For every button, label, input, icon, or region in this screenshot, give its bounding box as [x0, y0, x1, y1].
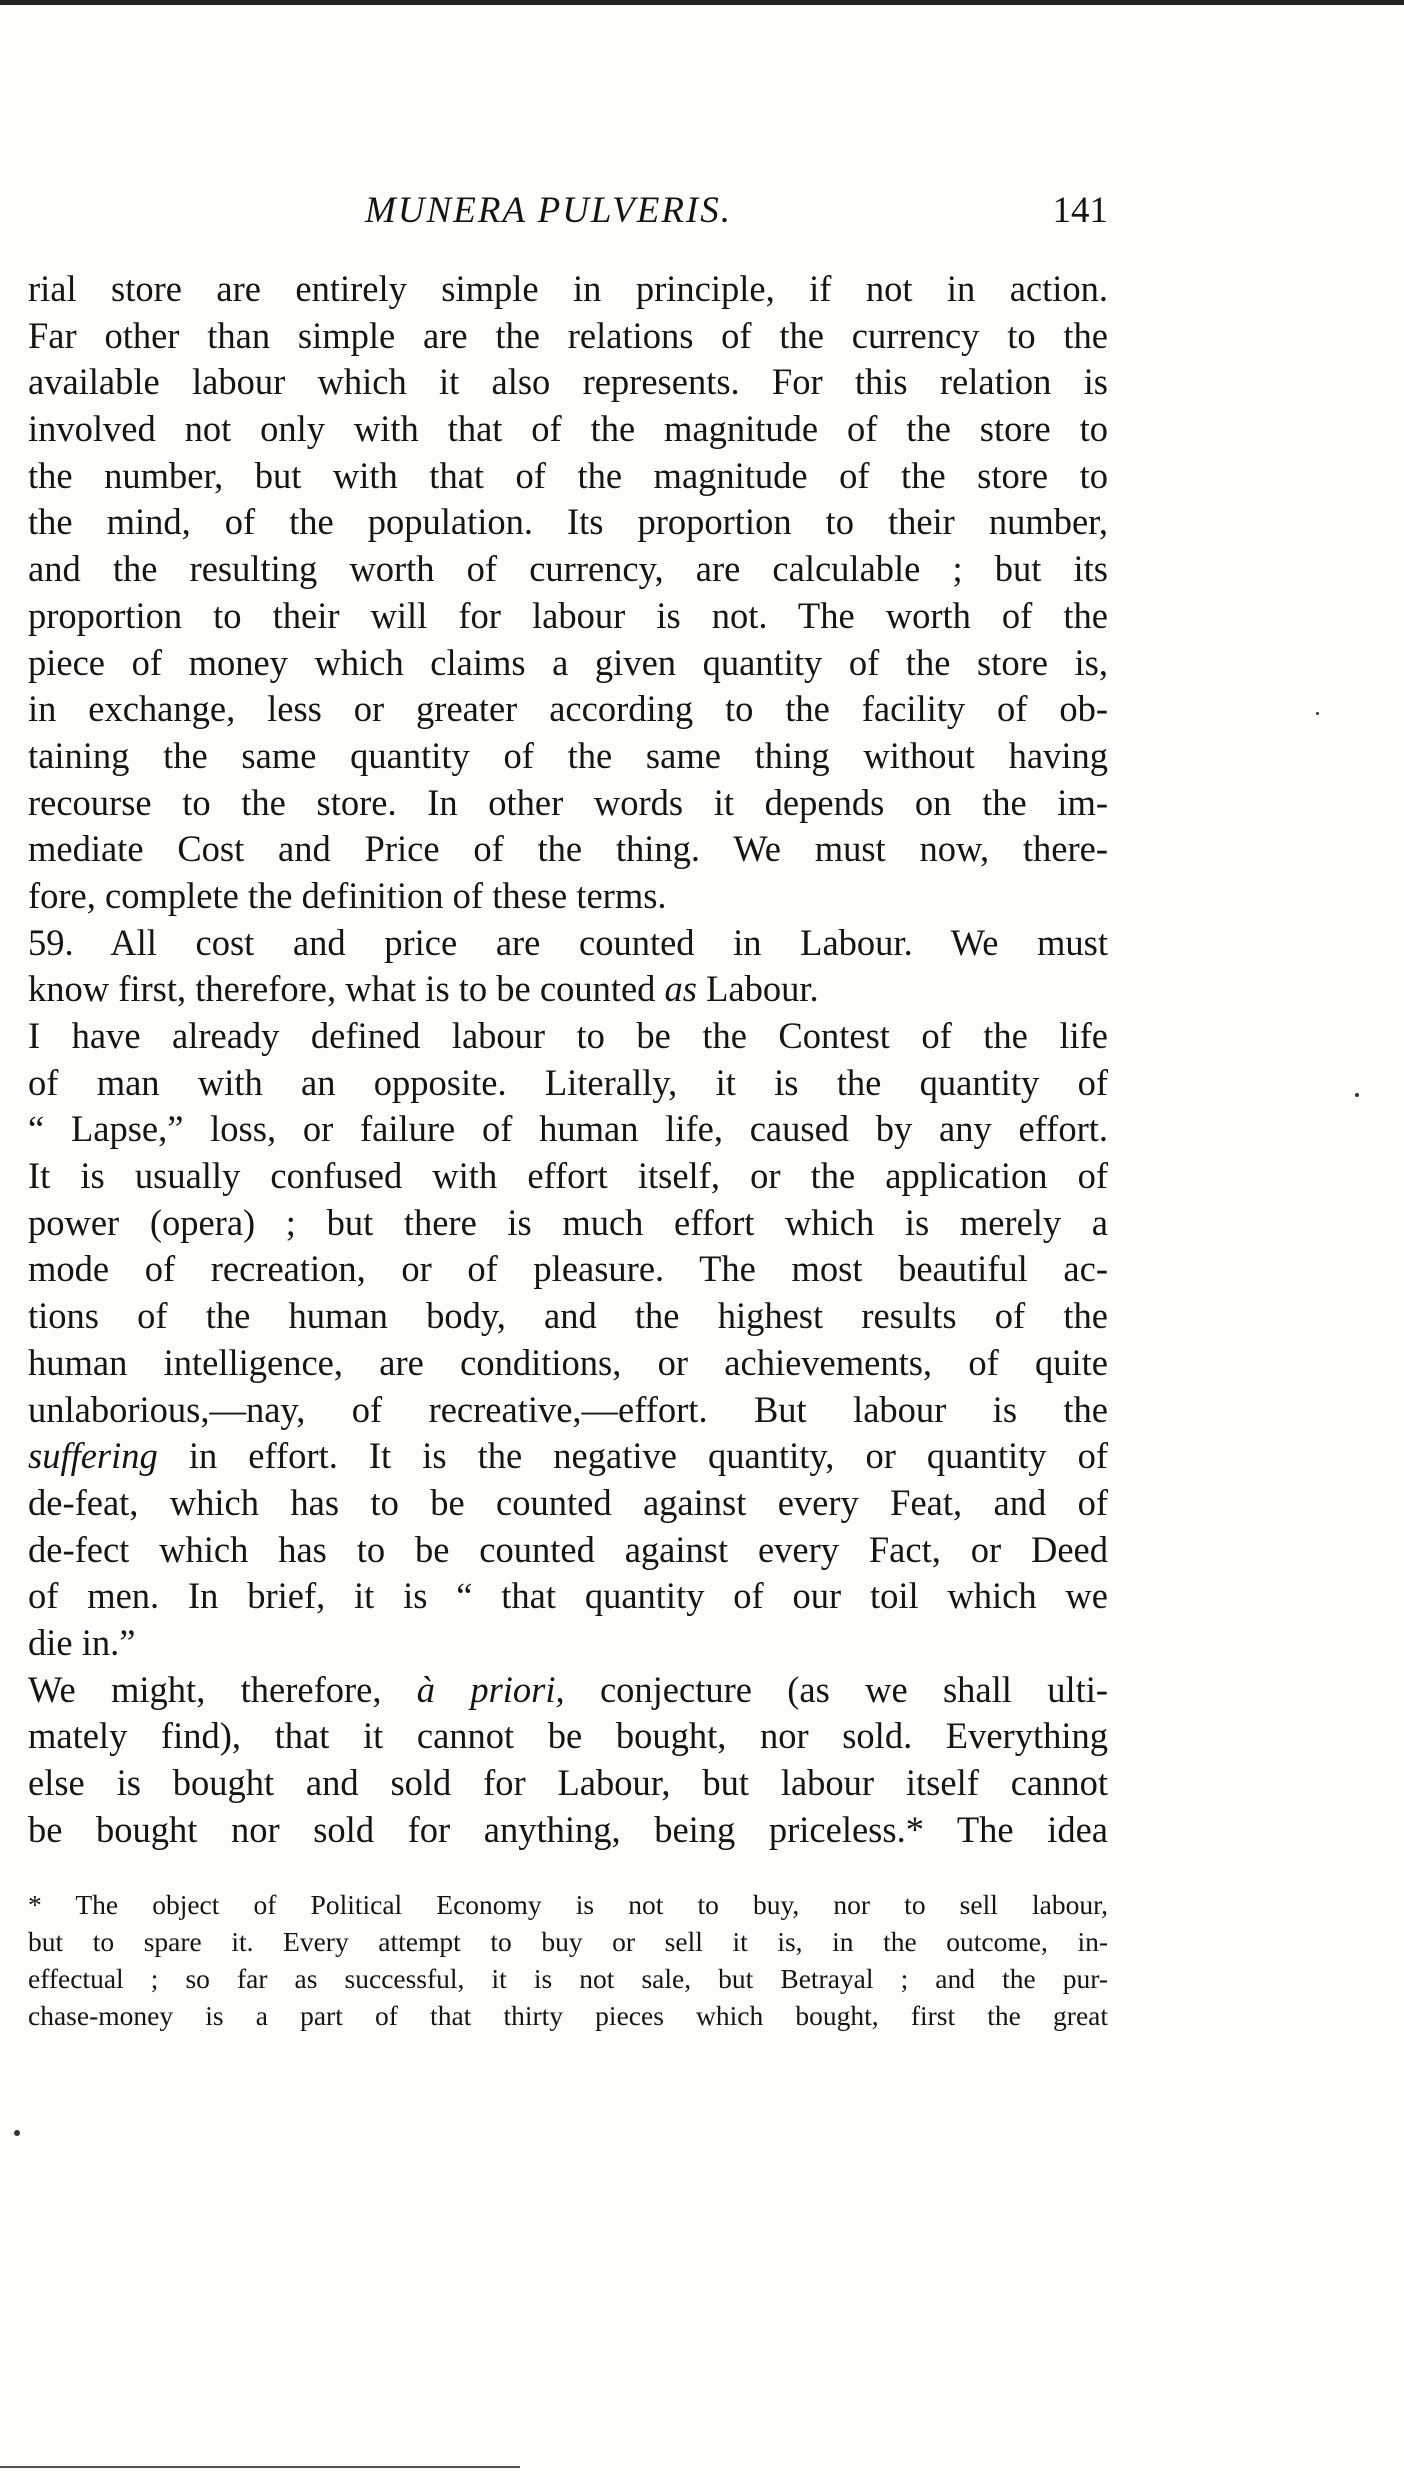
running-title: MUNERA PULVERIS. — [365, 190, 733, 231]
line-segment: conjecture (as we shall ulti- — [599, 1668, 1109, 1710]
bottom-edge-rule — [0, 2466, 520, 2468]
text-line: else is bought and sold for Labour, but labour itself cannot — [28, 1762, 1108, 1803]
text-line: the number, but with that of the magnitude of the store to — [28, 454, 1108, 496]
text-line: the mind, of the population. Its proportion to their number, — [28, 501, 1108, 543]
print-speck — [1316, 712, 1319, 715]
text-line: involved not only with that of the magnitude of the store to — [28, 408, 1108, 450]
text-line: I have already defined labour to be the Contest of the life — [28, 1015, 1108, 1056]
text-line: of man with an opposite. Literally, it is the quantity of — [28, 1061, 1108, 1103]
text-line: power (opera) ; but there is much effort which is merely a — [28, 1201, 1108, 1243]
text-line: in exchange, less or greater according to the facility of ob- — [28, 688, 1108, 730]
text-line: It is usually confused with effort itself, or the application of — [28, 1155, 1108, 1197]
line-segment: in effort. It is the negative quantity, or quantity of — [188, 1435, 1108, 1477]
text-line: rial store are entirely simple in principle, if not in action. — [28, 268, 1108, 309]
body-text — [28, 266, 1108, 1853]
running-header — [28, 186, 1108, 236]
emphasis: suffering — [28, 1435, 158, 1477]
text-line — [28, 1433, 1108, 1480]
print-speck — [1355, 1093, 1359, 1097]
text-line: available labour which it also represents. For this relation is — [28, 361, 1108, 403]
footnote-line: * The object of Political Economy is not to buy, nor to sell labour, — [28, 1889, 1108, 1920]
emphasis: as — [664, 968, 698, 1010]
top-edge-rule — [0, 0, 1404, 5]
line-segment: know first, therefore, what is to be counted — [28, 968, 656, 1010]
text-line: unlaborious,—nay, of recreative,—effort. But labour is the — [28, 1388, 1108, 1430]
print-speck — [14, 2130, 20, 2136]
text-line: proportion to their will for labour is not. The worth of the — [28, 594, 1108, 636]
text-line: mediate Cost and Price of the thing. We must now, there- — [28, 828, 1108, 870]
text-line — [28, 1667, 1108, 1714]
text-line: taining the same quantity of the same thing without having — [28, 734, 1108, 776]
text-line: 59. All cost and price are counted in Labour. We must — [28, 921, 1108, 963]
footnote-line: but to spare it. Every attempt to buy or sell it is, in the outcome, in- — [28, 1926, 1108, 1957]
text-line: mode of recreation, or of pleasure. The most beautiful ac- — [28, 1248, 1108, 1290]
text-line: be bought nor sold for anything, being priceless.* The idea — [28, 1808, 1108, 1850]
text-line: recourse to the store. In other words it depends on the im- — [28, 781, 1108, 823]
text-line: “ Lapse,” loss, or failure of human life, caused by any effort. — [28, 1108, 1108, 1150]
text-line: mately find), that it cannot be bought, nor sold. Everything — [28, 1715, 1108, 1757]
text-line: die in.” — [28, 1621, 136, 1663]
text-line: de-fect which has to be counted against every Fact, or Deed — [28, 1528, 1108, 1570]
text-line: of men. In brief, it is “ that quantity of our toil which we — [28, 1575, 1108, 1617]
page-number: 141 — [1052, 190, 1108, 231]
footnote-line: effectual ; so far as successful, it is not sale, but Betrayal ; and the pur- — [28, 1963, 1108, 1994]
emphasis: à priori, — [416, 1668, 565, 1710]
line-segment: Labour. — [706, 968, 819, 1010]
line-segment: We might, therefore, — [28, 1668, 382, 1710]
text-line: fore, complete the definition of these terms. — [28, 874, 667, 916]
text-line: Far other than simple are the relations of the currency to the — [28, 314, 1108, 356]
text-line: and the resulting worth of currency, are calculable ; but its — [28, 548, 1108, 590]
text-line: human intelligence, are conditions, or achievements, of quite — [28, 1341, 1108, 1383]
footnote — [28, 1886, 1108, 2034]
footnote-line: chase-money is a part of that thirty pieces which bought, first the great — [28, 2000, 1108, 2031]
text-line — [28, 966, 1108, 1013]
text-line: de-feat, which has to be counted against every Feat, and of — [28, 1481, 1108, 1523]
text-line: tions of the human body, and the highest results of the — [28, 1295, 1108, 1337]
text-line: piece of money which claims a given quantity of the store is, — [28, 641, 1108, 683]
